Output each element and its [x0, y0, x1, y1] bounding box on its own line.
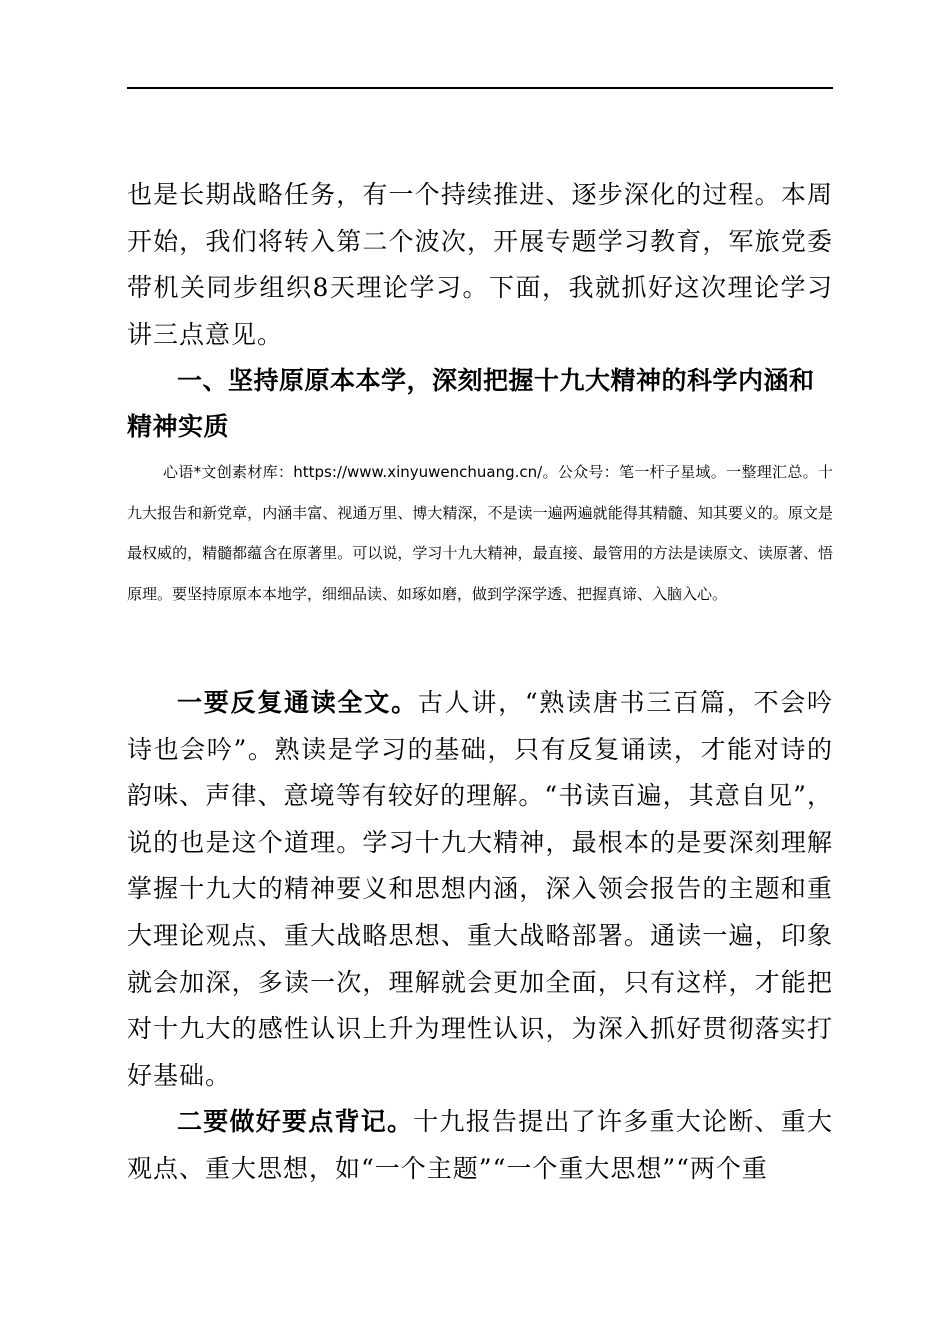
item-1-body: 古人讲，“熟读唐书三百篇，不会吟诗也会吟”。熟读是学习的基础，只有反复诵读，才能对诗的韵味、声律、意境等有较好的理解。“书读百遍，其意自见”，说的也是这个道理。学习十九大精神，最根本的是要深刻理解掌握十九大的精神要义和思想内涵，深入领会报告的主题和重大理论观点、重大战略思想、重大战略部署。通读一遍，印象就会加深，多读一次，理解就会更加全面，只有这样，才能把对十九大的感性认识上升为理性认识，为深入抓好贯彻落实打好基础。: [127, 688, 833, 1090]
section-heading-1: 一、坚持原原本本学，深刻把握十九大精神的科学内涵和精神实质: [127, 366, 815, 441]
item-1-paragraph: [127, 680, 833, 1099]
source-note-paragraph: 心语*文创素材库：https://www.xinyuwenchuang.cn/。公众号：笔一杆子星域。一整理汇总。十九大报告和新党章，内涵丰富、视通万里、博大精深，不是读一遍两遍就能得其精髓、知其要义的。原文是最权威的，精髓都蕴含在原著里。可以说，学习十九大精神，最直接、最管用的方法是读原文、读原著、悟原理。要坚持原原本本地学，细细品读、如琢如磨，做到学深学透、把握真谛、入脑入心。: [127, 463, 833, 603]
header-rule: [127, 87, 833, 89]
item-2-paragraph: [127, 1099, 833, 1192]
item-2-body: 十九报告提出了许多重大论断、重大观点、重大思想，如“一个主题”“一个重大思想”“两个重: [127, 1107, 833, 1183]
item-1-lead: 一要反复通读全文。: [177, 688, 418, 717]
intro-paragraph: 也是长期战略任务，有一个持续推进、逐步深化的过程。本周开始，我们将转入第二个波次，开展专题学习教育，军旅党委带机关同步组织8天理论学习。下面，我就抓好这次理论学习讲三点意见。: [127, 180, 833, 349]
item-2-lead: 二要做好要点背记。: [177, 1107, 414, 1136]
